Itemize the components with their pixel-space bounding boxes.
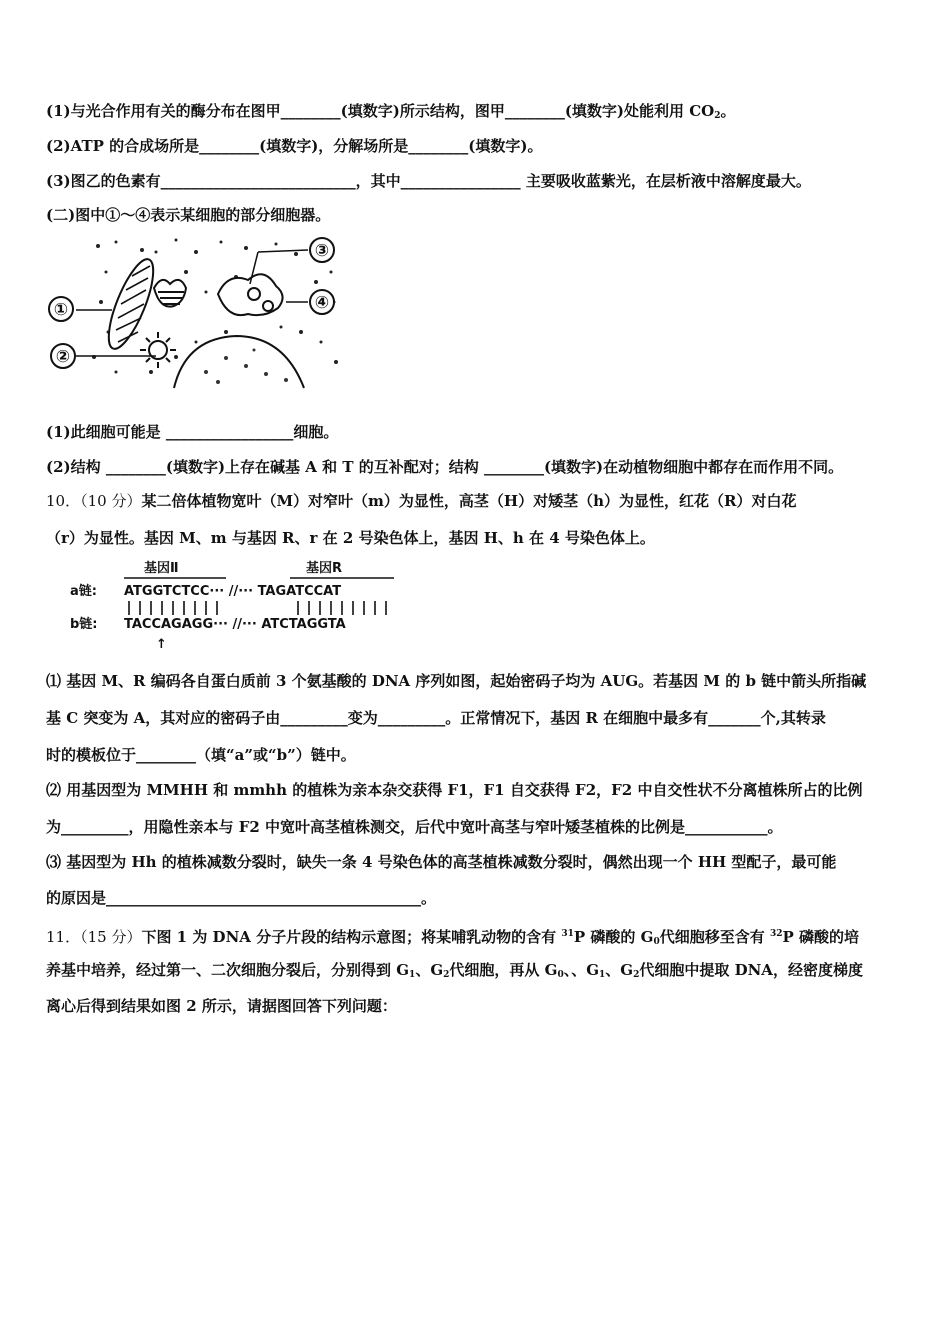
q11-stem-line-3: 离心后得到结果如图 2 所示，请据图回答下列问题： <box>46 997 397 1015</box>
a-chain-label: a链: <box>70 584 97 599</box>
q10-stem-line-2: （r）为显性。基因 M、m 与基因 R、r 在 2 号染色体上，基因 H、h 在 4 号染色体上。 <box>46 529 655 547</box>
label-2 <box>51 344 75 368</box>
q-structure-line: (2)结构 ________(填数字)上存在碱基 A 和 T 的互补配对；结构 ________(填数字)在动植物细胞中都存在而作用不同。 <box>46 458 844 476</box>
svg-text:④: ④ <box>314 293 330 313</box>
b-chain-label: b链: <box>70 617 98 632</box>
gene-r-label: 基因R <box>306 561 343 576</box>
cell-organelle-figure <box>46 232 346 394</box>
a-chain-sequence: ATGGTCTCC··· //··· TAGATCCAT <box>124 584 342 599</box>
q-part1-line: (1)与光合作用有关的酶分布在图甲________(填数字)所示结构，图甲________(填数字)处能利用 $CO_2$。 <box>46 102 736 121</box>
label-4 <box>310 290 334 314</box>
base-pair-bonds <box>129 601 386 615</box>
svg-text:③: ③ <box>314 241 330 261</box>
q10-stem-line: 10．（10 分）某二倍体植物宽叶（M）对窄叶（m）为显性，高茎（H）对矮茎（h）为显性，红花（R）对白花 <box>46 492 797 510</box>
svg-text:①: ① <box>53 300 69 320</box>
q-part2-line: (2)ATP 的合成场所是________(填数字)，分解场所是________(填数字)。 <box>46 137 543 155</box>
dna-sequence-figure <box>66 558 406 654</box>
label-1 <box>49 297 73 321</box>
q10-1-line-3: 时的模板位于________（填“a”或“b”）链中。 <box>46 746 356 764</box>
q11-stem-line-2: 养基中培养，经过第一、二次细胞分裂后，分别得到 $G_1$、$G_2$代细胞，再从 $G_0$、、$G_1$、$G_2$代细胞中提取 DNA，经密度梯度 <box>46 961 863 980</box>
q-cell-type-line: (1)此细胞可能是 _________________细胞。 <box>46 423 339 441</box>
q10-2-line-2: 为_________，用隐性亲本与 F2 中宽叶高茎植株测交，后代中宽叶高茎与窄叶矮茎植株的比例是___________。 <box>46 818 783 836</box>
q10-1-line: ⑴ 基因 M、R 编码各自蛋白质前 3 个氨基酸的 DNA 序列如图，起始密码子均为 AUG。若基因 M 的 b 链中箭头所指碱 <box>46 672 867 690</box>
q10-3-line-2: 的原因是__________________________________________。 <box>46 889 437 907</box>
q10-3-line: ⑶ 基因型为 Hh 的植株减数分裂时，缺失一条 4 号染色体的高茎植株减数分裂时，偶然出现一个 HH 型配子，最可能 <box>46 853 837 871</box>
q10-2-line: ⑵ 用基因型为 MMHH 和 mmhh 的植株为亲本杂交获得 F1，F1 自交获得 F2，F2 中自交性状不分离植株所占的比例 <box>46 781 863 799</box>
q10-1-line-2: 基 C 突变为 A，其对应的密码子由_________变为_________。正常情况下，基因 R 在细胞中最多有_______个,其转录 <box>46 709 826 727</box>
q11-stem-line: 11．（15 分）下图 1 为 DNA 分子片段的结构示意图；将某哺乳动物的含有 $^{31}$P 磷酸的 $G_0$代细胞移至含有 $^{32}$P 磷酸的培 <box>46 928 859 947</box>
svg-text:②: ② <box>55 347 71 367</box>
q-part3-line: (3)图乙的色素有__________________________，其中________________ 主要吸收蓝紫光，在层析液中溶解度最大。 <box>46 172 811 190</box>
mutation-arrow-icon: ↑ <box>156 637 167 652</box>
label-3 <box>310 238 334 262</box>
gene-m-label: 基因Ⅱ <box>144 561 179 576</box>
section-two-heading: (二)图中①～④表示某细胞的部分细胞器。 <box>46 206 331 224</box>
b-chain-sequence: TACCAGAGG··· //··· ATCTAGGTA <box>124 617 346 632</box>
